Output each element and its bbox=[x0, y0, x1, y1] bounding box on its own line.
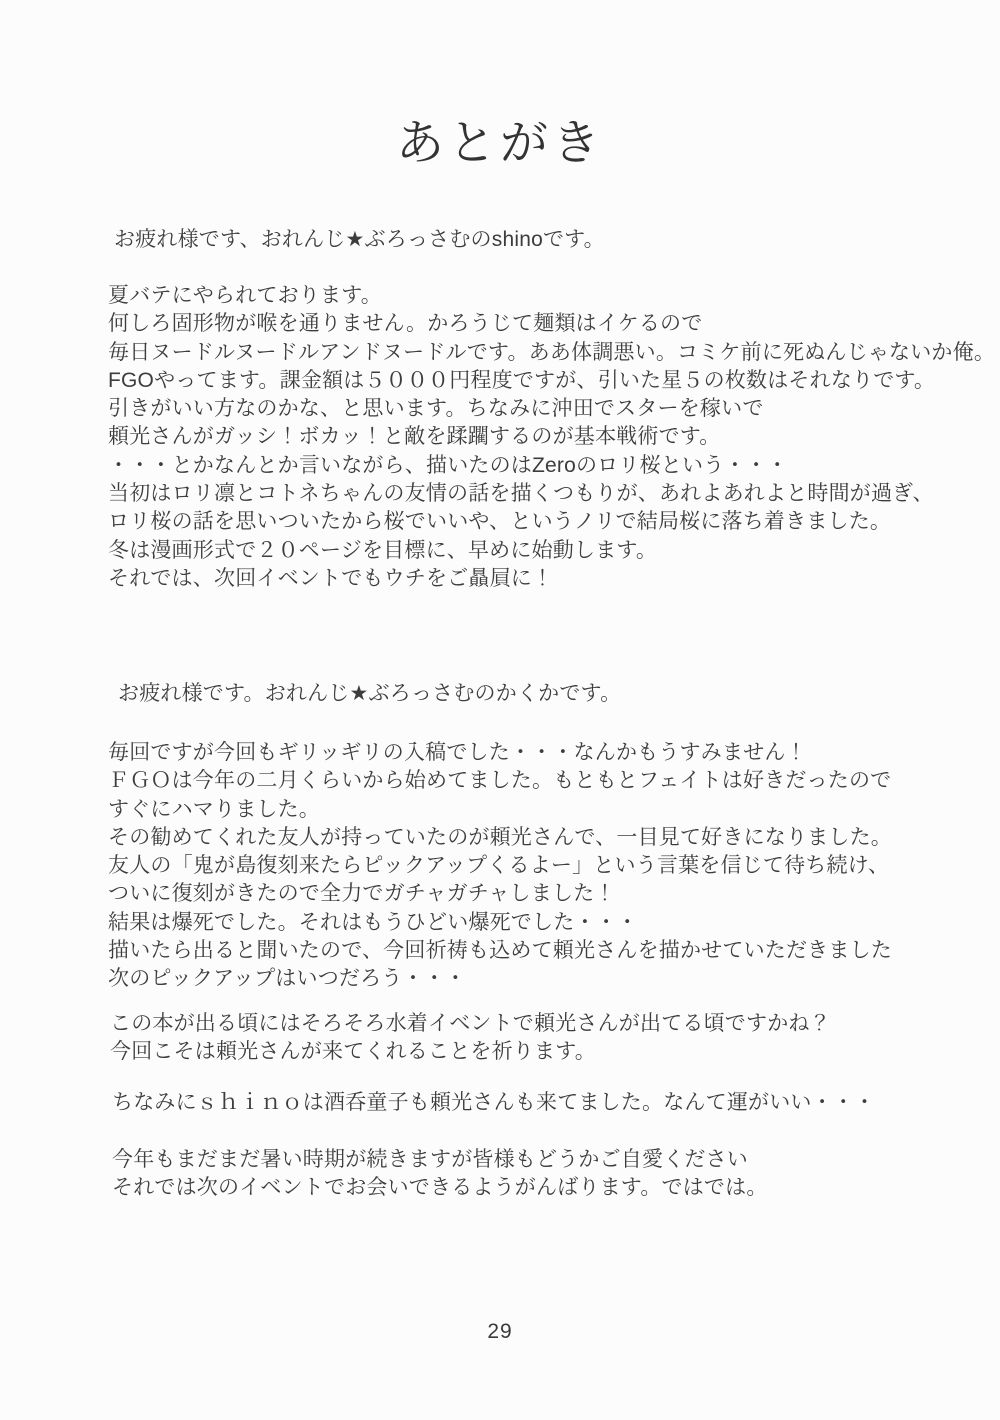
text-line: 友人の「鬼が島復刻来たらピックアップくるよー」という言葉を信じて待ち続け、 bbox=[108, 854, 890, 878]
text-line: 結果は爆死でした。それはもうひどい爆死でした・・・ bbox=[108, 910, 638, 934]
text-line: 当初はロリ凛とコトネちゃんの友情の話を描くつもりが、あれよあれよと時間が過ぎ、 bbox=[108, 482, 934, 506]
text-line: 何しろ固形物が喉を通りません。かろうじて麺類はイケるので bbox=[108, 312, 703, 336]
text-line: この本が出る頃にはそろそろ水着イベントで頼光さんが出てる頃ですかね？ bbox=[110, 1012, 831, 1035]
kakuka-afterword-body-1 bbox=[108, 739, 968, 994]
text-line: 毎日ヌードルヌードルアンドヌードルです。ああ体調悪い。コミケ前に死ぬんじゃないか俺。 bbox=[108, 340, 996, 364]
text-line: FGOやってます。課金額は５０００円程度ですが、引いた星５の枚数はそれなりです。 bbox=[108, 368, 936, 392]
text-line: お疲れ様です。おれんじ★ぶろっさむのかくかです。 bbox=[118, 682, 622, 705]
text-line: 次のピックアップはいつだろう・・・ bbox=[108, 967, 467, 991]
shino-afterword-body bbox=[108, 282, 996, 593]
text-line: 夏バテにやられております。 bbox=[108, 284, 382, 307]
text-line: 今年もまだまだ暑い時期が続きますが皆様もどうかご自愛ください bbox=[112, 1148, 748, 1171]
text-line: ＦＧＯは今年の二月くらいから始めてました。もともとフェイトは好きだったので bbox=[108, 769, 892, 793]
text-line: それでは、次回イベントでもウチをご贔屓に！ bbox=[108, 566, 554, 590]
text-line: 毎回ですが今回もギリッギリの入稿でした・・・なんかもうすみません！ bbox=[108, 741, 807, 764]
kakuka-afterword-body-2 bbox=[110, 1010, 970, 1067]
text-line: ・・・とかなんとか言いながら、描いたのはZeroのロリ桜という・・・ bbox=[108, 453, 788, 477]
text-line: お疲れ様です、おれんじ★ぶろっさむのshinoです。 bbox=[114, 228, 605, 251]
kakuka-afterword-body-3 bbox=[112, 1089, 972, 1117]
shino-greeting bbox=[114, 226, 974, 254]
kakuka-greeting bbox=[118, 680, 978, 708]
text-line: すぐにハマりました。 bbox=[108, 797, 320, 821]
text-line: ついに復刻がきたので全力でガチャガチャしました！ bbox=[108, 882, 616, 906]
text-line: 頼光さんがガッシ！ボカッ！と敵を蹂躙するのが基本戦術です。 bbox=[108, 425, 721, 449]
text-line: 冬は漫画形式で２０ページを目標に、早めに始動します。 bbox=[108, 538, 658, 562]
text-line: ちなみにｓｈｉｎｏは酒呑童子も頼光さんも来てました。なんて運がいい・・・ bbox=[112, 1091, 876, 1114]
text-line: ロリ桜の話を思いついたから桜でいいや、というノリで結局桜に落ち着きました。 bbox=[108, 510, 892, 534]
text-line: 引きがいい方なのかな、と思います。ちなみに沖田でスターを稼いで bbox=[108, 397, 764, 421]
text-line: それでは次のイベントでお会いできるようがんばります。ではでは。 bbox=[112, 1176, 768, 1200]
text-line: その勧めてくれた友人が持っていたのが頼光さんで、一目見て好きになりました。 bbox=[108, 825, 892, 849]
page-number: 29 bbox=[487, 1320, 513, 1343]
text-line: 描いたら出ると聞いたので、今回祈祷も込めて頼光さんを描かせていただきました bbox=[108, 939, 892, 963]
kakuka-afterword-body-4 bbox=[112, 1146, 972, 1203]
text-line: 今回こそは頼光さんが来てくれることを祈ります。 bbox=[110, 1040, 596, 1064]
page-title: あとがき bbox=[395, 117, 604, 170]
